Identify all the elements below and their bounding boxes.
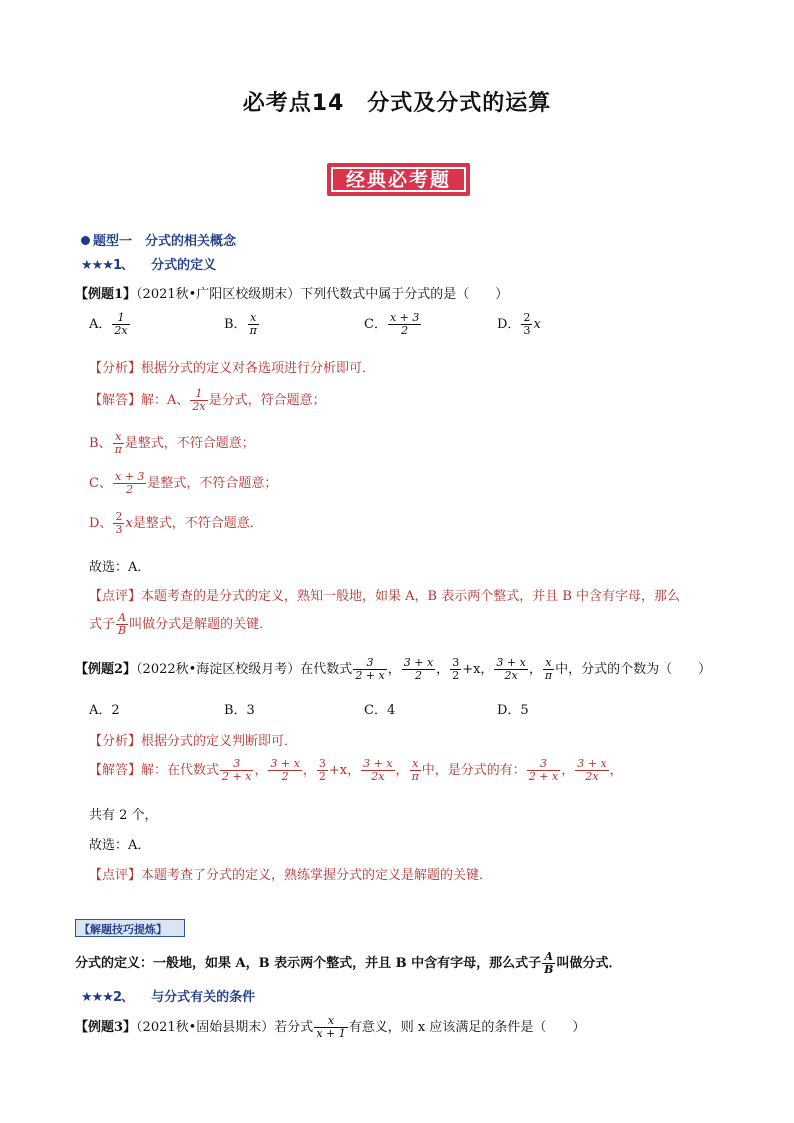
denominator: 2x [575, 770, 608, 783]
denominator: π [249, 324, 257, 337]
denominator: 2 + x [222, 770, 252, 783]
fraction [268, 758, 301, 783]
stars-icon: ★★★1、 [81, 258, 134, 273]
numerator: x [412, 757, 419, 770]
fraction [521, 312, 532, 337]
numerator: 3 + x [496, 656, 526, 669]
section-2-label: 与分式有关的条件 [151, 990, 256, 1005]
option-a-label: A． [89, 317, 112, 332]
numerator: 2 [523, 311, 531, 324]
question-tail: 有意义，则 x 应该满足的条件是（ ） [348, 1020, 586, 1035]
numerator: x + 3 [389, 311, 420, 324]
option-c-label: C． [364, 317, 387, 332]
solution-mid: 中，是分式的有： [421, 763, 526, 778]
fraction [402, 657, 435, 682]
denominator: 2 + x [528, 770, 559, 783]
denominator: B [118, 624, 127, 637]
fraction [543, 657, 554, 682]
question-tail: 中，分式的个数为（ ） [555, 662, 712, 677]
fraction [190, 388, 207, 413]
solution-head: C、 [89, 476, 112, 491]
section-2-heading [81, 986, 255, 1005]
section-1-heading [81, 254, 216, 273]
fraction [314, 1015, 347, 1040]
option-2-d: D．5 [497, 703, 529, 718]
example-3-question [75, 1015, 585, 1040]
denominator: 2 + x [355, 669, 385, 682]
numerator: 3 + x [363, 757, 393, 770]
fraction [410, 758, 421, 783]
example-source: （2021秋•广阳区校级期末）下列代数式中属于分式的是（ ） [136, 287, 509, 302]
fraction [248, 312, 259, 337]
fraction [575, 758, 608, 783]
numerator: 1 [117, 311, 125, 324]
numerator: 3 + x [270, 757, 300, 770]
numerator: 3 [366, 656, 374, 669]
solution-1-b [89, 431, 255, 456]
denominator: x + 1 [316, 1027, 346, 1040]
stars-icon: ★★★2、 [81, 990, 134, 1005]
numerator: 3 + x [403, 656, 434, 669]
denominator: π [544, 669, 553, 682]
fraction [527, 758, 560, 783]
numerator: x [545, 656, 552, 669]
fraction [353, 657, 386, 682]
denominator: 3 [523, 324, 531, 337]
example-2-question: 【例题2】（2022秋•海淀区校级月考）在代数式 $\frac{3}{2 + x}$ ， $\frac{3 + x}{2}$ ， $\frac{3}{2}$ +x， $\frac{3 + x}{2x}$ ， $\frac{x}{\pi}$ 中，分式的个数为（ ） [75, 656, 712, 682]
bullet-dot [81, 236, 90, 245]
numerator: x [115, 430, 122, 443]
fraction [450, 657, 461, 682]
comment-2: 【点评】本题考查了分式的定义，熟练掌握分式的定义是解题的关键． [89, 868, 493, 883]
solution-head: D、 [89, 516, 113, 531]
fraction [317, 758, 328, 783]
solution-head: 【解答】解：A、 [89, 393, 190, 408]
denominator: 2 [113, 483, 146, 496]
example-1-question [75, 283, 508, 302]
option-c [364, 312, 422, 337]
skill-text [75, 951, 622, 976]
solution-1-a [89, 388, 326, 413]
comment-1: 【点评】本题考查的是分式的定义，熟知一般地，如果 A，B 表示两个整式，并且 B 中含有字母，那么 [89, 589, 681, 604]
example-source: （2022秋•海淀区校级月考）在代数式 [136, 662, 353, 677]
numerator: 3 [233, 757, 241, 770]
numerator: 2 [115, 510, 123, 523]
solution-head: B、 [89, 436, 112, 451]
solution-head: 【解答】解：在代数式 [89, 763, 220, 778]
denominator: 2x [494, 669, 527, 682]
numerator: x + 3 [114, 470, 145, 483]
analysis-2: 【分析】根据分式的定义判断即可． [89, 734, 298, 749]
option-2-a: A．2 [89, 703, 120, 718]
example-source: （2021秋•固始县期末）若分式 [136, 1020, 314, 1035]
numerator: x [250, 311, 257, 324]
type-heading [81, 230, 236, 249]
section-1-label: 分式的定义 [151, 258, 217, 273]
option-d-label: D． [497, 317, 521, 332]
fraction-tail: x [125, 516, 133, 531]
denominator: 2x [361, 770, 394, 783]
denominator: 2 [268, 770, 301, 783]
denominator: 2x [114, 324, 128, 337]
fraction [220, 758, 253, 783]
denominator: π [114, 443, 122, 456]
denominator: 2 [318, 770, 326, 783]
fraction-tail: +x， [462, 662, 494, 677]
fraction [116, 612, 128, 637]
example-tag: 【例题3】 [75, 1020, 137, 1035]
option-d [497, 312, 541, 337]
skill-label: 【解题技巧提炼】 [79, 923, 167, 936]
option-b [224, 312, 260, 337]
example-tag: 【例题1】 [75, 287, 137, 302]
analysis-1: 【分析】根据分式的定义对各选项进行分析即可． [89, 361, 376, 376]
fraction [494, 657, 527, 682]
denominator: 2 [452, 669, 460, 682]
solution-1-c [89, 471, 277, 496]
answer-1: 故选：A． [89, 560, 151, 575]
answer-2: 故选：A． [89, 838, 151, 853]
denominator: 2 [402, 669, 435, 682]
page-title: 必考点14 分式及分式的运算 [242, 91, 552, 116]
denominator: 2 [388, 324, 421, 337]
fraction [361, 758, 394, 783]
numerator: 3 [540, 757, 548, 770]
solution-tail: 是整式，不符合题意； [124, 436, 255, 451]
fraction [112, 312, 129, 337]
fraction [542, 951, 555, 976]
fraction [113, 431, 124, 456]
skill-text-head: 分式的定义：一般地，如果 A，B 表示两个整式，并且 B 中含有字母，那么式子 [75, 956, 542, 971]
fraction-tail: +x， [328, 763, 361, 778]
numerator: 3 [318, 757, 326, 770]
numerator: A [118, 611, 127, 624]
comment-1-cont [89, 612, 272, 637]
skill-text-tail: 叫做分式． [556, 956, 622, 971]
fraction-tail: x [533, 317, 541, 332]
numerator: A [544, 950, 554, 963]
option-2-b: B．3 [224, 703, 255, 718]
option-b-label: B． [224, 317, 247, 332]
fraction [388, 312, 421, 337]
badge-label: 经典必考题 [331, 167, 466, 192]
fraction [113, 471, 146, 496]
numerator: 3 [452, 656, 460, 669]
option-a [89, 312, 131, 337]
numerator: 1 [195, 387, 203, 400]
numerator: x [327, 1014, 335, 1027]
count-2: 共有 2 个， [89, 808, 158, 823]
comment-tail: 叫做分式是解题的关键． [129, 617, 273, 632]
solution-tail: 是整式，不符合题意． [132, 516, 263, 531]
solution-1-d [89, 511, 263, 536]
skill-label-box [75, 919, 185, 937]
solution-tail: 是分式，符合题意； [208, 393, 326, 408]
option-2-c: C．4 [364, 703, 396, 718]
section-badge [327, 163, 470, 196]
denominator: π [411, 770, 419, 783]
denominator: 3 [115, 523, 123, 536]
denominator: B [544, 963, 554, 976]
solution-tail: 是整式，不符合题意； [147, 476, 278, 491]
denominator: 2x [192, 400, 206, 413]
type-heading-text: 题型一 分式的相关概念 [93, 234, 237, 249]
numerator: 3 + x [577, 757, 607, 770]
solution-2: 【解答】解：在代数式 $\frac{3}{2 + x}$ ， $\frac{3 + x}{2}$ ， $\frac{3}{2}$ +x， $\frac{3 + x}{2x}$ ， $\frac{x}{\pi}$ 中，是分式的有： $\frac{3}{2 + x}$ ， $\frac{3 + x}{2x}$ ， [89, 757, 623, 783]
fraction [113, 511, 124, 536]
comment-head: 式子 [89, 617, 116, 632]
example-tag: 【例题2】 [75, 662, 137, 677]
